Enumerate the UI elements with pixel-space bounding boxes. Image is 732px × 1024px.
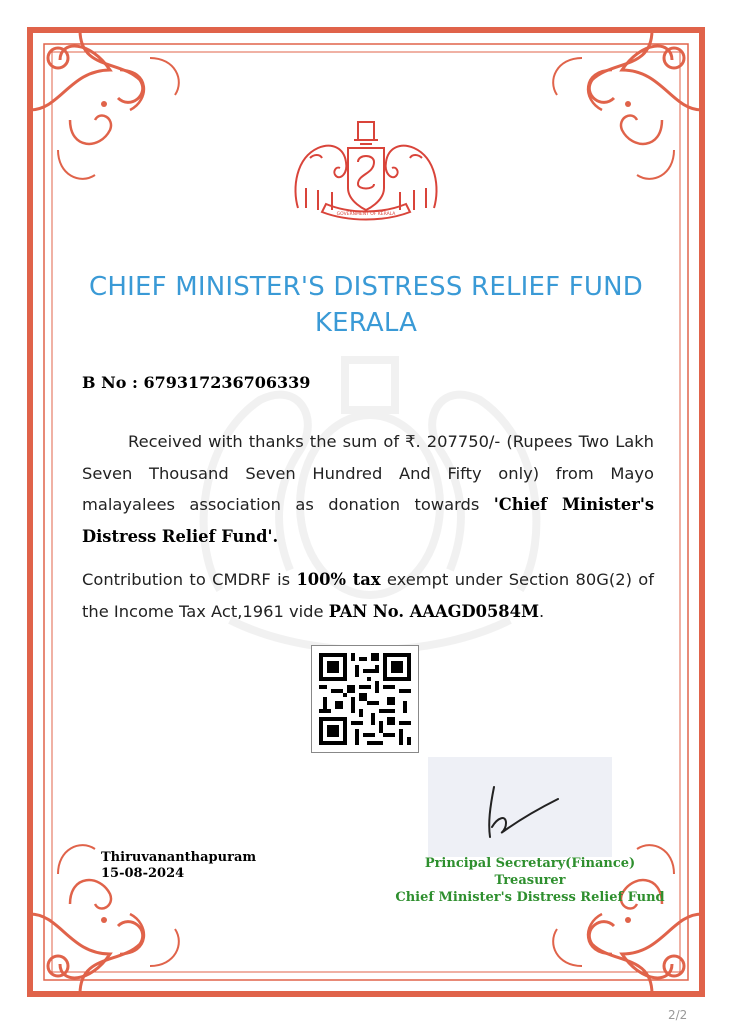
qr-code-icon (319, 653, 411, 745)
signature-icon (428, 757, 612, 857)
kerala-emblem (288, 118, 444, 224)
qr-code (311, 645, 419, 753)
tax-text-b: exempt under Section 80G(2) of the Income Tax Act,1961 vide (82, 570, 654, 621)
tax-text-a: Contribution to CMDRF is (82, 570, 297, 589)
fund-title-state: KERALA (314, 308, 418, 338)
issue-place: Thiruvananthapuram (101, 850, 257, 865)
signer-title: Principal Secretary(Finance) (424, 856, 636, 871)
page-number: 2/2 (668, 1008, 688, 1022)
issue-date: 15-08-2024 (101, 866, 185, 881)
signer-fund: Chief Minister's Distress Relief Fund (395, 890, 665, 905)
tax-text-c: . (538, 601, 545, 621)
pan-number-bold: PAN No. AAAGD0584M (328, 601, 539, 621)
receipt-number: B No : 679317236706339 (82, 373, 311, 392)
tax-percent-bold: 100% tax (296, 570, 381, 589)
fund-name-bold: 'Chief Minister's Distress Relief Fund'. (82, 495, 654, 546)
tax-exemption-paragraph (82, 564, 654, 627)
signature-image (428, 757, 612, 857)
receipt-paragraph (82, 426, 654, 552)
svg-text:GOVERNMENT OF KERALA: GOVERNMENT OF KERALA (336, 212, 396, 217)
fund-title: CHIEF MINISTER'S DISTRESS RELIEF FUND (88, 272, 644, 302)
issue-place-date (101, 850, 256, 882)
signer-role: Treasurer (494, 873, 566, 888)
receipt-text: Received with thanks the sum of ₹. 207750/- (Rupees Two Lakh Seven Thousand Seven Hundred And Fifty only) from Mayo malayalees association as donation towards (82, 432, 654, 514)
